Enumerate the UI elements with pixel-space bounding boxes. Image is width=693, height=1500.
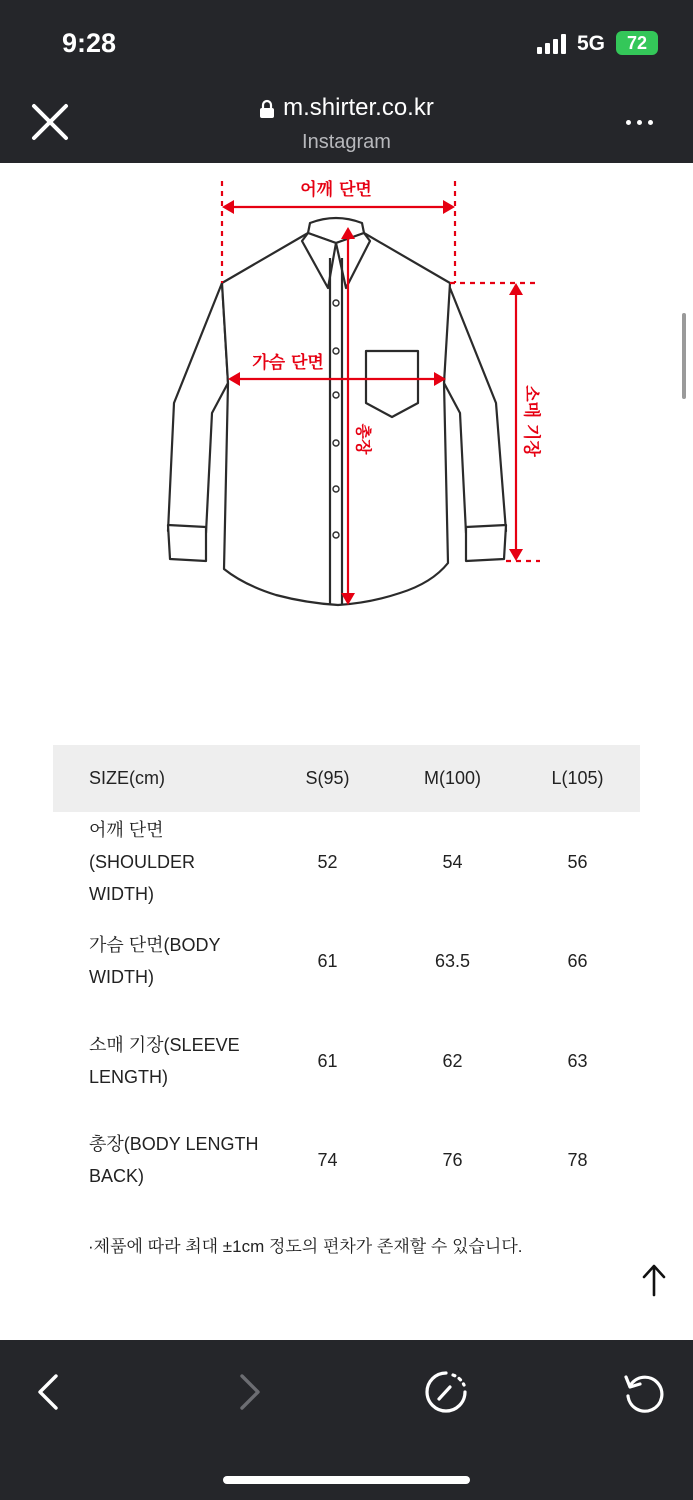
row-label-line: 가슴 단면(BODY bbox=[89, 935, 221, 956]
page-content bbox=[0, 163, 693, 1340]
chevron-left-icon[interactable] bbox=[26, 1368, 74, 1416]
table-cell: 61 bbox=[317, 951, 338, 972]
table-header-cell: S(95) bbox=[265, 745, 390, 812]
browser-top-bar bbox=[0, 0, 693, 163]
source-label: Instagram bbox=[302, 131, 391, 153]
table-cell: 63 bbox=[567, 1050, 588, 1071]
table-cell: 66 bbox=[567, 951, 588, 972]
row-label-line: 소매 기장(SLEEVE bbox=[89, 1034, 240, 1055]
row-label bbox=[53, 1011, 265, 1111]
address-bar[interactable] bbox=[0, 94, 693, 124]
home-indicator[interactable] bbox=[223, 1476, 470, 1484]
signal-icon bbox=[537, 34, 569, 54]
table-row bbox=[53, 1111, 640, 1211]
shirt-size-diagram bbox=[160, 163, 560, 623]
lock-icon bbox=[259, 98, 275, 118]
table-row bbox=[53, 912, 640, 1012]
browser-bottom-bar bbox=[0, 1340, 693, 1500]
size-table bbox=[53, 745, 640, 1210]
table-row bbox=[53, 1011, 640, 1111]
table-header-cell: L(105) bbox=[515, 745, 640, 812]
table-cell: 52 bbox=[317, 851, 338, 872]
chevron-right-icon[interactable] bbox=[224, 1368, 272, 1416]
table-header-cell: SIZE(cm) bbox=[53, 745, 265, 812]
table-cell: 76 bbox=[442, 1150, 463, 1171]
row-label bbox=[53, 1111, 265, 1211]
row-label-line: 어깨 단면(SHOULDER bbox=[89, 819, 196, 872]
table-cell: 61 bbox=[317, 1050, 338, 1071]
table-header-cell: M(100) bbox=[390, 745, 515, 812]
table-cell: 62 bbox=[442, 1050, 463, 1071]
status-time: 9:28 bbox=[62, 28, 117, 58]
arrow-up-icon[interactable] bbox=[640, 1263, 668, 1297]
network-label: 5G bbox=[577, 32, 606, 55]
sleeve-label: 소매 기장 bbox=[521, 385, 541, 457]
row-label-line: 총장(BODY LENGTH bbox=[89, 1134, 259, 1155]
length-label: 총장 bbox=[354, 423, 373, 455]
table-cell: 63.5 bbox=[434, 951, 471, 972]
chest-label: 가슴 단면 bbox=[252, 353, 324, 373]
reload-icon[interactable] bbox=[620, 1368, 668, 1416]
row-label bbox=[53, 812, 265, 912]
table-row bbox=[53, 812, 640, 912]
url-text: m.shirter.co.kr bbox=[283, 94, 434, 121]
size-note: ·제품에 따라 최대 ±1cm 정도의 편차가 존재할 수 있습니다. bbox=[88, 1237, 523, 1256]
shoulder-label: 어깨 단면 bbox=[300, 180, 372, 200]
more-dots-icon[interactable] bbox=[626, 110, 662, 134]
battery-level: 72 bbox=[626, 33, 648, 53]
table-cell: 78 bbox=[567, 1150, 588, 1171]
table-cell: 54 bbox=[442, 851, 463, 872]
timer-icon[interactable] bbox=[422, 1368, 470, 1416]
row-label-line: BACK) bbox=[89, 1166, 145, 1187]
table-cell: 74 bbox=[317, 1150, 338, 1171]
row-label-line: LENGTH) bbox=[89, 1066, 169, 1087]
scrollbar-thumb[interactable] bbox=[682, 313, 686, 399]
row-label-line: WIDTH) bbox=[89, 967, 154, 988]
table-cell: 56 bbox=[567, 851, 588, 872]
row-label-line: WIDTH) bbox=[89, 883, 154, 904]
battery-icon bbox=[616, 31, 658, 55]
row-label bbox=[53, 912, 265, 1012]
table-header-row bbox=[53, 745, 640, 812]
